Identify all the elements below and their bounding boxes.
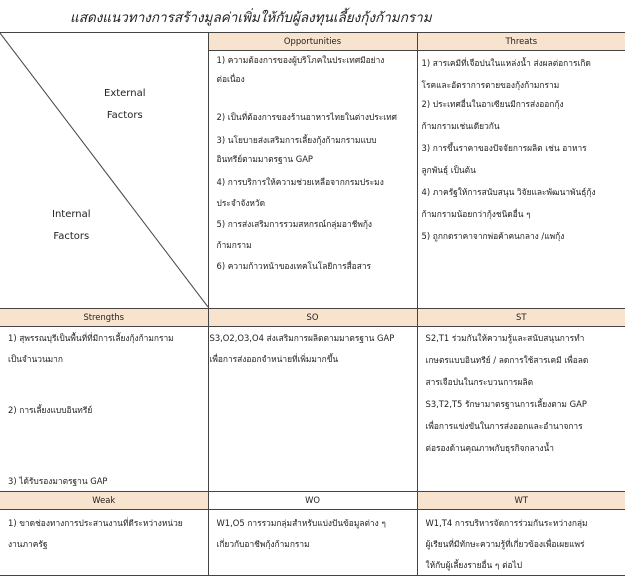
strengths-header: Strengths (0, 309, 208, 327)
external-factors-label (104, 83, 146, 127)
list-item: ลูกพันธุ์ เป็นต้น (421, 165, 476, 175)
wt-strategies (417, 510, 625, 576)
internal-label-line2: Factors (53, 231, 90, 242)
list-item: เกี่ยวกับอาชีพกุ้งก้ามกราม (216, 539, 310, 549)
list-item: 2) ประเทศอื่นในอาเซียนมีการส่งออกกุ้ง (421, 99, 564, 109)
list-item: เป็นจำนวนมาก (8, 354, 63, 364)
wo-strategies (208, 510, 417, 576)
threats-header: Threats (417, 33, 625, 51)
weak-header: Weak (0, 492, 208, 510)
opportunities-header: Opportunities (208, 33, 417, 51)
list-item: 4) การบริการให้ความช่วยเหลือจากกรมประมง (216, 177, 384, 187)
list-item: ต่อรองด้านคุณภาพกับธุรกิจกลางน้ำ (425, 443, 554, 453)
list-item: 1) สุพรรณบุรีเป็นพื้นที่ที่มีการเลี้ยงกุ้งก้ามกราม (8, 333, 174, 343)
list-item: 4) ภาครัฐให้การสนับสนุน วิจัยและพัฒนาพันธุ์กุ้ง (421, 187, 596, 197)
list-item: 3) ได้รับรองมาตรฐาน GAP (8, 476, 108, 486)
list-item: 5) การส่งเสริมการรวมสหกรณ์กลุ่มอาชีพกุ้ง (216, 219, 373, 229)
list-item: 1) ขาดช่องทางการประสานงานที่ดีระหว่างหน่วย (8, 518, 183, 528)
internal-factors-label (52, 204, 91, 248)
external-label-line2: Factors (106, 110, 143, 121)
list-item: อินทรีย์ตามมาตรฐาน GAP (216, 154, 313, 164)
list-item: ต่อเนื่อง (216, 74, 245, 84)
factors-corner-cell (0, 33, 208, 309)
opportunities-list (208, 51, 417, 309)
threats-list (417, 51, 625, 309)
external-label-line1: External (104, 88, 146, 99)
list-item: ให้กับผู้เลี้ยงรายอื่น ๆ ต่อไป (425, 560, 523, 570)
list-item: ประจำจังหวัด (216, 198, 266, 208)
swot-matrix-table (0, 32, 625, 576)
list-item: สารเจือปนในกระบวนการผลิต (425, 377, 534, 387)
list-item: S2,T1 ร่วมกันให้ความรู้และสนับสนุนการทำ (425, 333, 585, 343)
list-item: ก้ามกรามน้อยกว่ากุ้งชนิดอื่น ๆ (421, 209, 531, 219)
list-item: เพื่อการแข่งขันในการส่งออกและอำนาจการ (425, 421, 583, 431)
st-strategies (417, 327, 625, 492)
strengths-list (0, 327, 208, 492)
list-item: 1) สารเคมีที่เจือปนในแหล่งน้ำ ส่งผลต่อการเกิด (421, 58, 591, 68)
list-item: งานภาครัฐ (8, 539, 48, 549)
list-item: ก้ามกราม (216, 240, 252, 250)
list-item: 5) ถูกกดราคาจากพ่อค้าคนกลาง /แพกุ้ง (421, 231, 565, 241)
list-item: 3) นโยบายส่งเสริมการเลี้ยงกุ้งก้ามกรามแบบ (216, 135, 377, 145)
diagonal-divider (0, 33, 208, 307)
list-item: S3,T2,T5 รักษามาตรฐานการเลี้ยงตาม GAP (425, 399, 587, 409)
st-header: ST (417, 309, 625, 327)
list-item: ผู้เรียนที่มีทักษะความรู้ที่เกี่ยวข้องเพื่อเผยแพร่ (425, 539, 585, 549)
list-item: S3,O2,O3,O4 ส่งเสริมการผลิตตามมาตรฐาน GAP (209, 333, 395, 343)
list-item: เกษตรแบบอินทรีย์ / ลดการใช้สารเคมี เพื่อลด (425, 355, 589, 365)
list-item: 2) การเลี้ยงแบบอินทรีย์ (8, 405, 93, 415)
wo-header: WO (208, 492, 417, 510)
list-item: เพื่อการส่งออกจำหน่ายที่เพิ่มมากขึ้น (209, 354, 339, 364)
so-strategies (208, 327, 417, 492)
list-item: W1,O5 การรวมกลุ่มสำหรับแบ่งปันข้อมูลต่าง ๆ (216, 518, 386, 528)
list-item: 3) การขึ้นราคาของปัจจัยการผลิต เช่น อาหาร (421, 143, 587, 153)
internal-label-line1: Internal (52, 209, 91, 220)
list-item: โรคและอัตราการตายของกุ้งก้ามกราม (421, 80, 560, 90)
so-header: SO (208, 309, 417, 327)
list-item: 2) เป็นที่ต้องการของร้านอาหารไทยในต่างประเทศ (216, 112, 397, 122)
list-item: 1) ความต้องการของผู้บริโภคในประเทศมีอย่าง (216, 55, 385, 65)
list-item: ก้ามกรามเช่นเดียวกัน (421, 121, 500, 131)
table-caption: แสดงแนวทางการสร้างมูลค่าเพิ่มให้กับผู้ลงทุนเลี้ยงกุ้งก้ามกราม (70, 10, 432, 26)
wt-header: WT (417, 492, 625, 510)
list-item: W1,T4 การบริหารจัดการร่วมกันระหว่างกลุ่ม (425, 518, 588, 528)
list-item: 6) ความก้าวหน้าของเทคโนโลยีการสื่อสาร (216, 261, 372, 271)
weaknesses-list (0, 510, 208, 576)
